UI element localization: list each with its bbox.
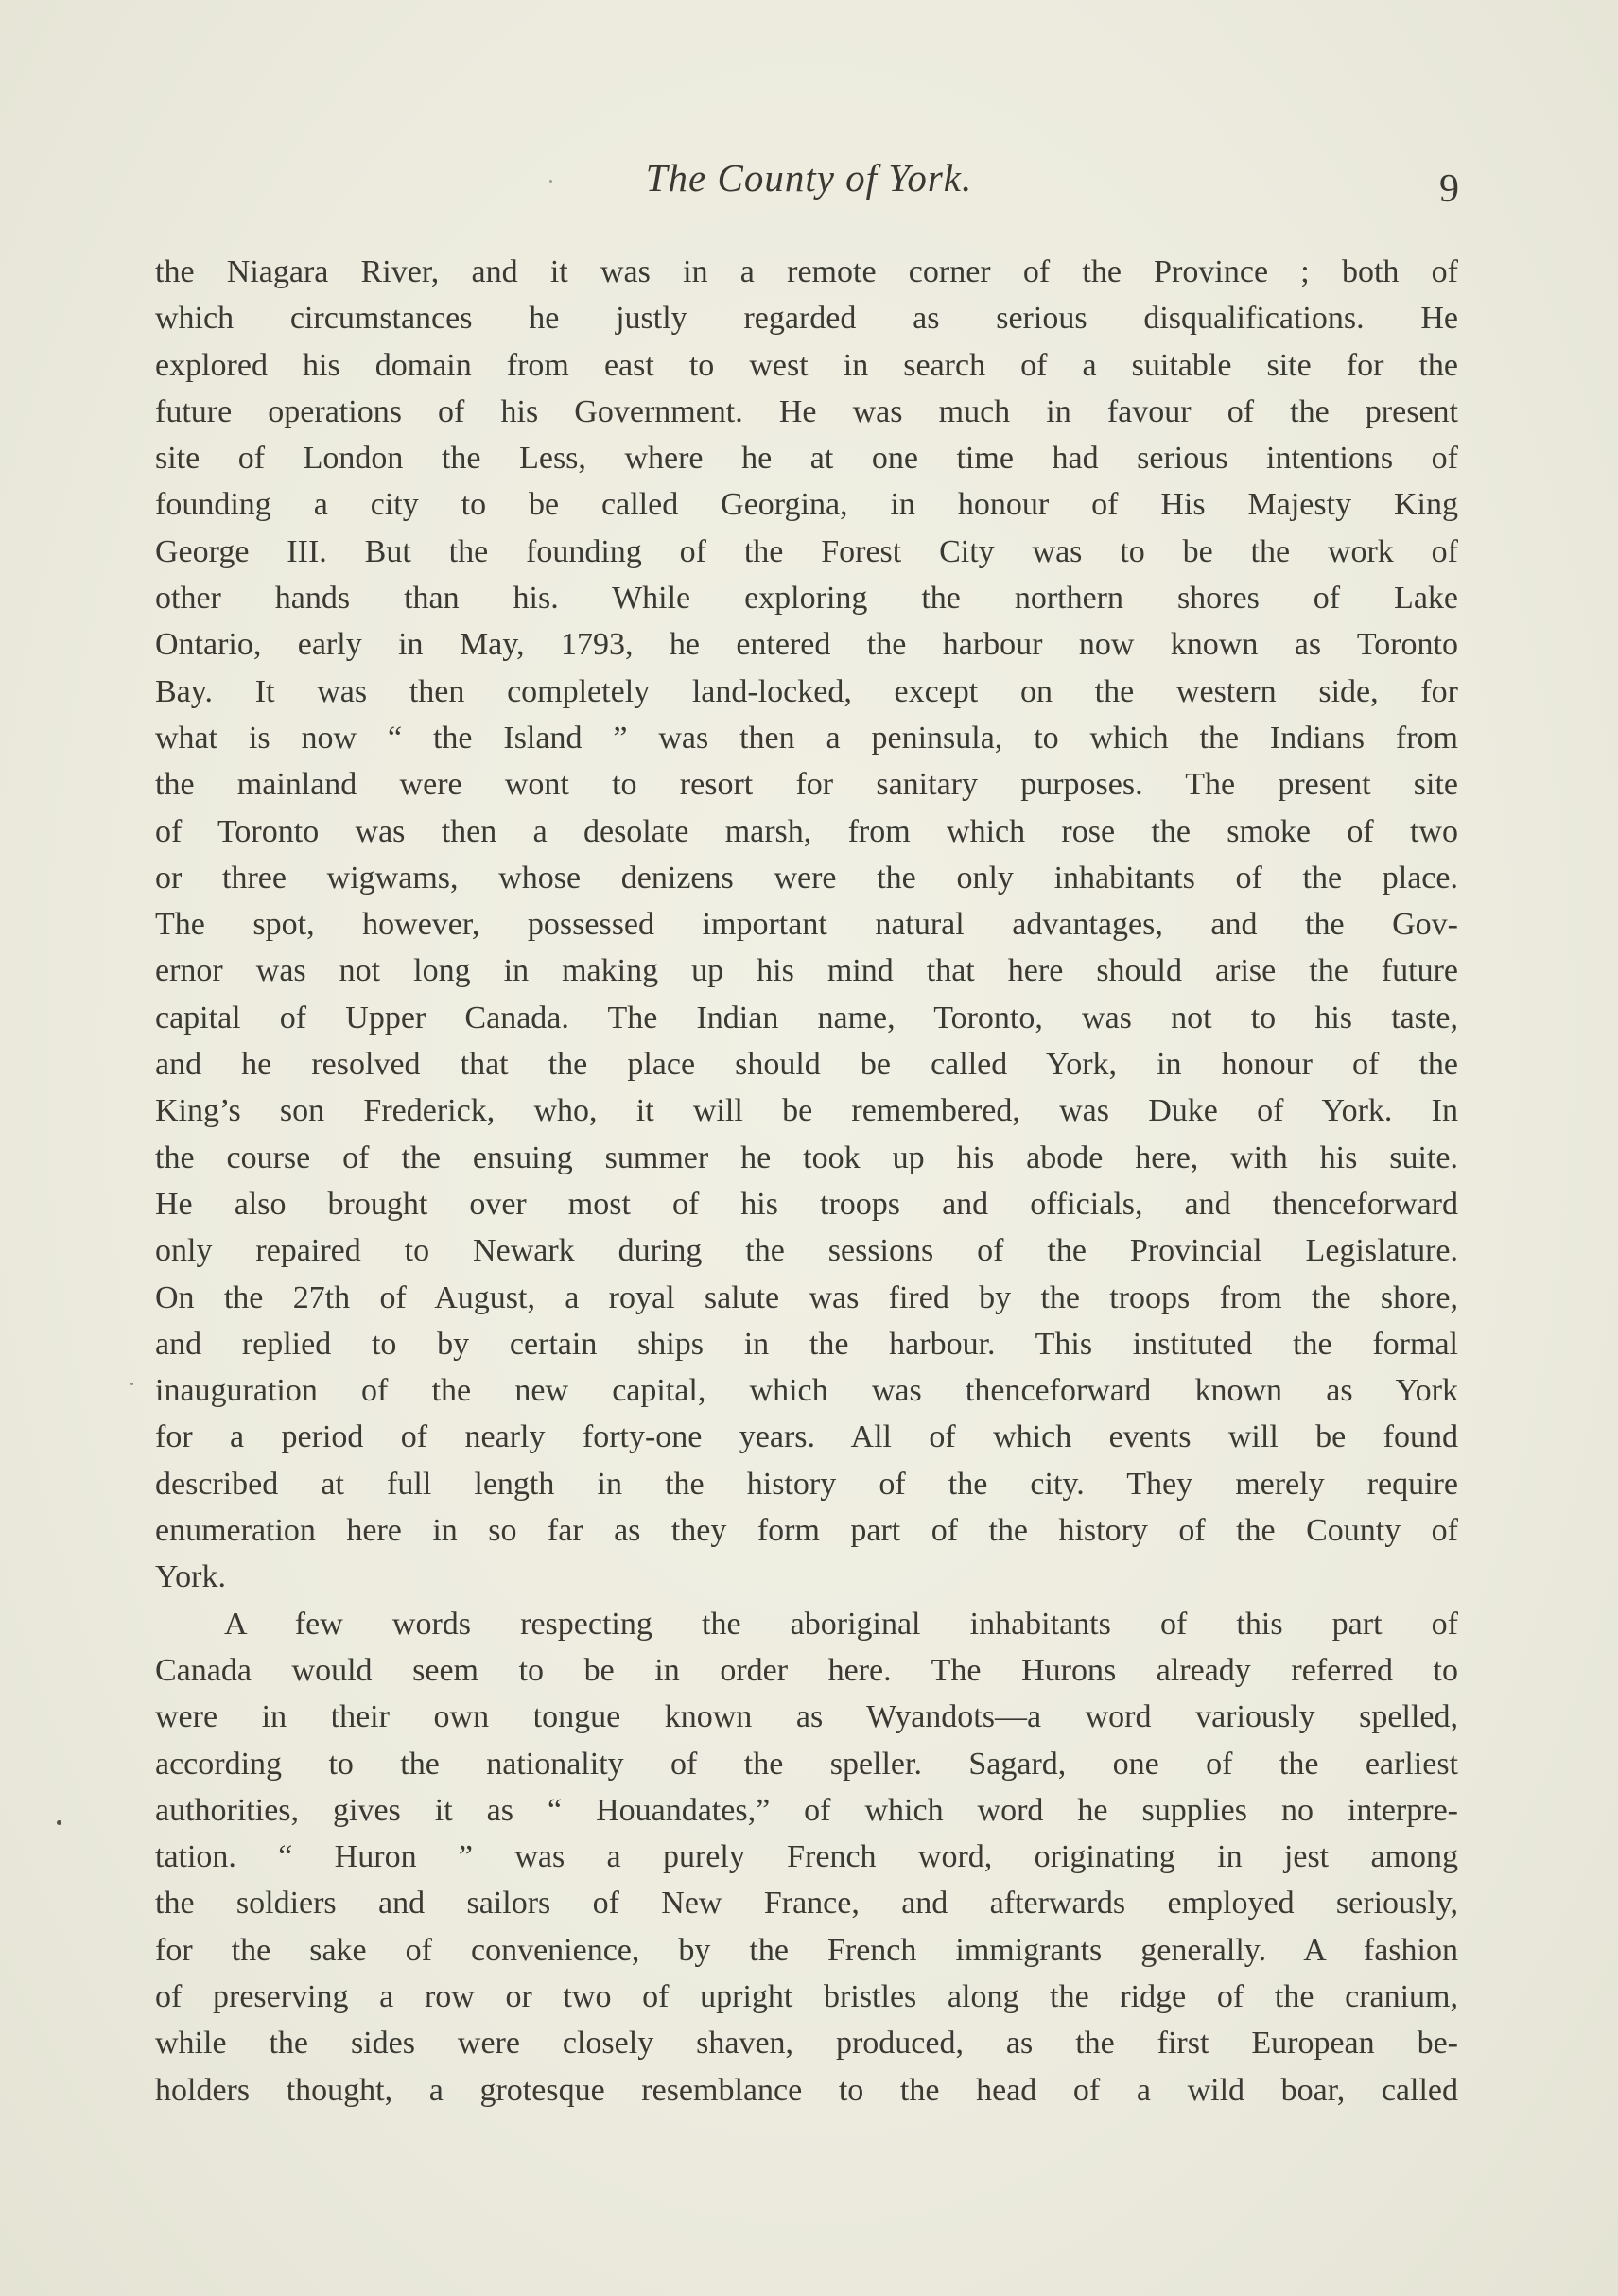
text-line: Ontario, early in May, 1793, he entered the harbour now known as Toronto bbox=[155, 627, 1458, 663]
body-text bbox=[155, 249, 1458, 2113]
text-line: site of London the Less, where he at one time had serious intentions of bbox=[155, 441, 1458, 477]
text-line: which circumstances he justly regarded as serious disqualifications. He bbox=[155, 301, 1458, 337]
text-line: the course of the ensuing summer he took up his abode here, with his suite. bbox=[155, 1139, 1458, 1175]
text-line: The spot, however, possessed important natural advantages, and the Gov- bbox=[155, 907, 1458, 943]
paper-speck bbox=[549, 180, 552, 183]
text-line: the soldiers and sailors of New France, and afterwards employed seriously, bbox=[155, 1886, 1458, 1922]
text-line: while the sides were closely shaven, produced, as the first European be- bbox=[155, 2026, 1458, 2061]
text-line: according to the nationality of the speller. Sagard, one of the earliest bbox=[155, 1746, 1458, 1782]
text-line: other hands than his. While exploring the northern shores of Lake bbox=[155, 581, 1458, 617]
text-line: and replied to by certain ships in the harbour. This instituted the formal bbox=[155, 1326, 1458, 1362]
text-line: for the sake of convenience, by the French immigrants generally. A fashion bbox=[155, 1932, 1458, 1968]
text-line: explored his domain from east to west in search of a suitable site for the bbox=[155, 347, 1458, 383]
text-line: A few words respecting the aboriginal inhabitants of this part of bbox=[224, 1606, 1458, 1642]
text-line: He also brought over most of his troops and officials, and thenceforward bbox=[155, 1186, 1458, 1222]
text-line: Canada would seem to be in order here. The Hurons already referred to bbox=[155, 1652, 1458, 1688]
text-line: described at full length in the history of the city. They merely require bbox=[155, 1466, 1458, 1502]
text-line: On the 27th of August, a royal salute was fired by the troops from the shore, bbox=[155, 1279, 1458, 1315]
text-line: future operations of his Government. He was much in favour of the present bbox=[155, 393, 1458, 429]
text-line: ernor was not long in making up his mind that here should arise the future bbox=[155, 953, 1458, 989]
text-line: King’s son Frederick, who, it will be remembered, was Duke of York. In bbox=[155, 1093, 1458, 1129]
text-line: Bay. It was then completely land-locked, except on the western side, for bbox=[155, 673, 1458, 709]
text-line: were in their own tongue known as Wyandots—a word variously spelled, bbox=[155, 1699, 1458, 1735]
text-line: of Toronto was then a desolate marsh, from which rose the smoke of two bbox=[155, 813, 1458, 849]
text-line: inauguration of the new capital, which was thenceforward known as York bbox=[155, 1373, 1458, 1409]
paper-speck bbox=[57, 1820, 61, 1825]
paper-speck bbox=[130, 1383, 133, 1385]
page-number: 9 bbox=[1439, 167, 1459, 211]
text-line: enumeration here in so far as they form part of the history of the County of bbox=[155, 1513, 1458, 1549]
paragraph-2 bbox=[155, 1601, 1458, 2113]
text-line: tation. “ Huron ” was a purely French word, originating in jest among bbox=[155, 1839, 1458, 1875]
running-title: The County of York. bbox=[645, 156, 973, 200]
text-line: founding a city to be called Georgina, in honour of His Majesty King bbox=[155, 487, 1458, 523]
text-line: the Niagara River, and it was in a remote corner of the Province ; both of bbox=[155, 254, 1458, 289]
paragraph-1 bbox=[155, 249, 1458, 1601]
text-line: York. bbox=[155, 1559, 226, 1595]
text-line: authorities, gives it as “ Houandates,” of which word he supplies no interpre- bbox=[155, 1792, 1458, 1828]
text-line: and he resolved that the place should be called York, in honour of the bbox=[155, 1047, 1458, 1083]
running-head bbox=[0, 155, 1618, 212]
text-line: or three wigwams, whose denizens were the only inhabitants of the place. bbox=[155, 860, 1458, 896]
text-line: only repaired to Newark during the sessions of the Provincial Legislature. bbox=[155, 1233, 1458, 1269]
text-line: what is now “ the Island ” was then a peninsula, to which the Indians from bbox=[155, 720, 1458, 756]
text-line: the mainland were wont to resort for sanitary purposes. The present site bbox=[155, 767, 1458, 803]
text-line: of preserving a row or two of upright bristles along the ridge of the cranium, bbox=[155, 1978, 1458, 2014]
text-line: holders thought, a grotesque resemblance to the head of a wild boar, called bbox=[155, 2072, 1458, 2108]
text-line: for a period of nearly forty-one years. All of which events will be found bbox=[155, 1419, 1458, 1455]
text-line: capital of Upper Canada. The Indian name, Toronto, was not to his taste, bbox=[155, 1000, 1458, 1035]
text-line: George III. But the founding of the Forest City was to be the work of bbox=[155, 533, 1458, 569]
